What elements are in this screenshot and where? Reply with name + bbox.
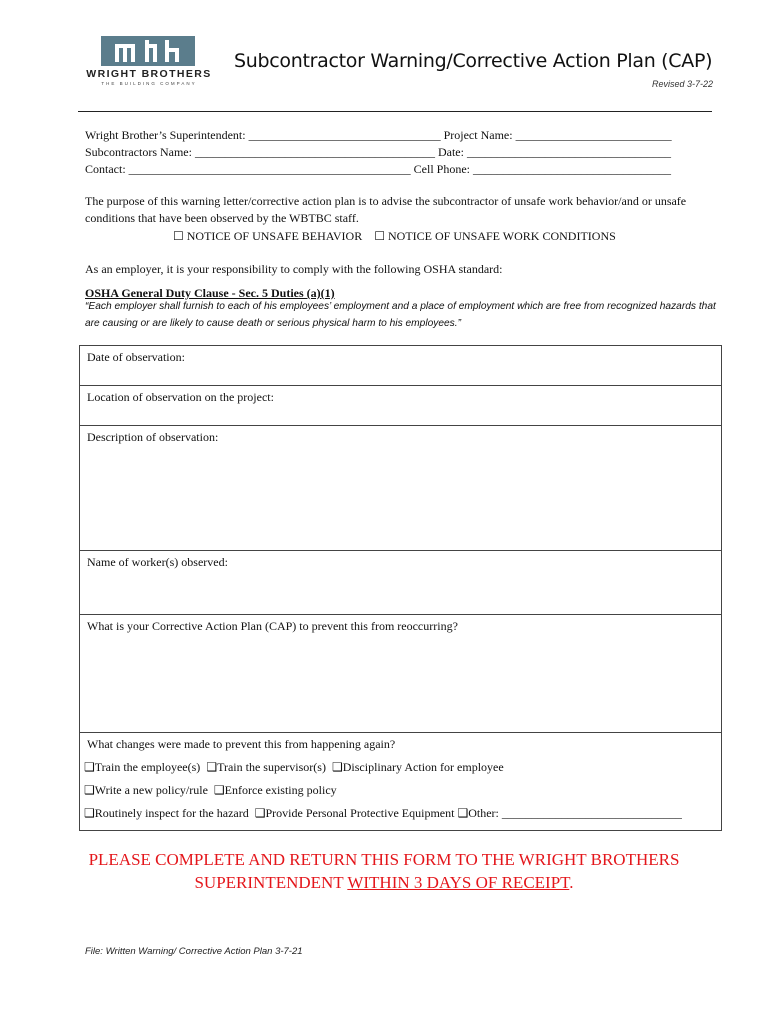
option-provide-ppe: Provide Personal Protective Equipment: [265, 806, 455, 820]
option-new-policy: Write a new policy/rule: [94, 783, 208, 797]
other-input-line[interactable]: ______________________________: [501, 806, 682, 820]
option-other: Other:: [468, 806, 499, 820]
logo-mark: [101, 36, 195, 66]
checkbox-icon[interactable]: ☐: [374, 229, 385, 243]
date-of-observation-field[interactable]: [80, 346, 721, 385]
return-instructions: [79, 848, 689, 894]
checkbox-icon[interactable]: ❑: [331, 760, 343, 774]
file-footer: File: Written Warning/ Corrective Action Plan 3-7-21: [85, 946, 303, 957]
changes-made-section: [80, 732, 721, 831]
osha-heading: OSHA General Duty Clause - Sec. 5 Duties (a)(1): [85, 286, 335, 300]
logo-tagline: THE BUILDING COMPANY: [101, 81, 197, 86]
company-logo: [79, 36, 219, 88]
page-title: Subcontractor Warning/Corrective Action Plan (CAP): [234, 50, 713, 72]
return-instructions-text: PLEASE COMPLETE AND RETURN THIS FORM TO THE WRIGHT BROTHERS SUPERINTENDENT: [88, 850, 680, 892]
option-train-supervisor: Train the supervisor(s): [217, 760, 326, 774]
osha-quote: “Each employer shall furnish to each of his employees’ employment and a place of employment which are free from recognized hazards that are causing or are likely to cause death or serious physical harm to his employees.”: [85, 301, 716, 329]
corrective-action-plan-field[interactable]: [80, 614, 721, 732]
option-train-employee: Train the employee(s): [94, 760, 201, 774]
description-field[interactable]: [80, 425, 721, 550]
options-row-2: [84, 783, 337, 798]
notice-unsafe-conditions: NOTICE OF UNSAFE WORK CONDITIONS: [388, 229, 616, 243]
checkbox-icon[interactable]: ❑: [457, 806, 469, 820]
options-row-1: [84, 760, 504, 775]
option-disciplinary-action: Disciplinary Action for employee: [342, 760, 504, 774]
checkbox-icon[interactable]: ❑: [84, 783, 95, 797]
location-field[interactable]: [80, 385, 721, 425]
observation-table: [79, 345, 722, 831]
field-label: What is your Corrective Action Plan (CAP) to prevent this from reoccurring?: [87, 619, 458, 633]
superintendent-project-line[interactable]: Wright Brother’s Superintendent: ________________________________ Project Name: __________________________: [85, 128, 672, 142]
checkbox-icon[interactable]: ❑: [213, 783, 225, 797]
option-inspect-hazard: Routinely inspect for the hazard: [94, 806, 249, 820]
return-instructions-end: .: [569, 873, 574, 892]
checkbox-icon[interactable]: ❑: [254, 806, 266, 820]
notice-unsafe-behavior: NOTICE OF UNSAFE BEHAVIOR: [186, 229, 363, 243]
options-row-3: [84, 806, 682, 821]
workers-observed-field[interactable]: [80, 550, 721, 614]
checkbox-icon[interactable]: ☐: [173, 229, 184, 243]
field-label: Name of worker(s) observed:: [87, 555, 228, 569]
purpose-paragraph: The purpose of this warning letter/corrective action plan is to advise the subcontractor of unsafe work behavior/and or unsafe conditions that have been observed by the WBTBC staff.: [85, 194, 687, 225]
field-label: What changes were made to prevent this from happening again?: [87, 737, 396, 751]
field-label: Date of observation:: [87, 350, 185, 364]
deadline-text: WITHIN 3 DAYS OF RECEIPT: [347, 873, 570, 892]
notice-options: [173, 229, 616, 244]
option-enforce-policy: Enforce existing policy: [224, 783, 337, 797]
subcontractor-date-line[interactable]: Subcontractors Name: ________________________________________ Date: __________________________________: [85, 145, 671, 159]
checkbox-icon[interactable]: ❑: [84, 806, 95, 820]
checkbox-icon[interactable]: ❑: [206, 760, 218, 774]
field-label: Description of observation:: [87, 430, 219, 444]
revised-date: Revised 3-7-22: [652, 79, 714, 89]
header-divider: [78, 111, 712, 112]
contact-phone-line[interactable]: Contact: _______________________________________________ Cell Phone: _________________________________: [85, 162, 671, 176]
employer-responsibility-text: As an employer, it is your responsibility to comply with the following OSHA standard:: [85, 262, 503, 276]
checkbox-icon[interactable]: ❑: [84, 760, 95, 774]
field-label: Location of observation on the project:: [87, 390, 274, 404]
logo-name: WRIGHT BROTHERS: [86, 68, 212, 80]
